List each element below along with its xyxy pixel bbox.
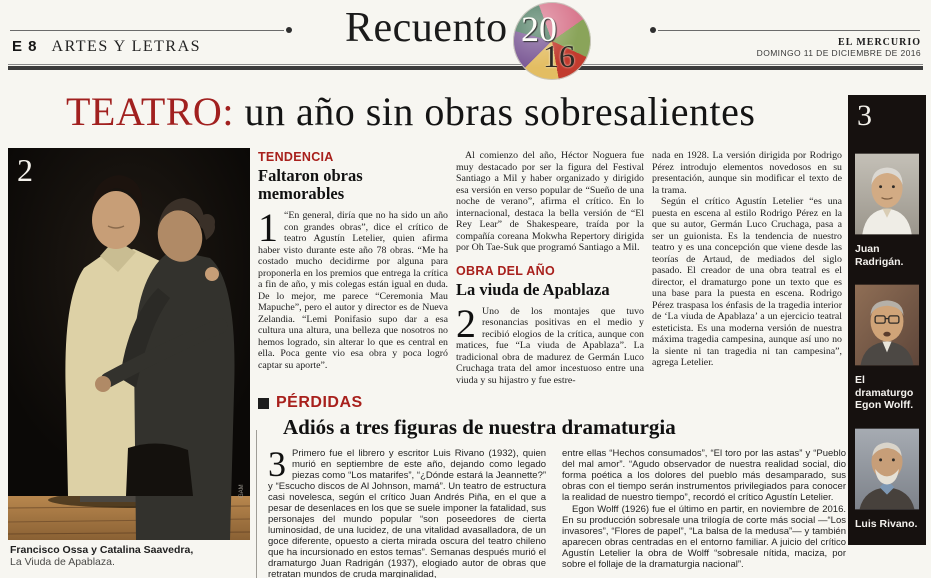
sidebar-obituaries: [848, 95, 926, 545]
year-2016-badge: [513, 2, 591, 80]
perdidas-label: PÉRDIDAS: [276, 394, 363, 411]
masthead-thick-rule: [8, 64, 923, 70]
page-number-label: E 8: [12, 38, 38, 55]
dropcap-2: 2: [456, 300, 476, 346]
egon-wolff-photo: [855, 280, 919, 370]
masthead-right: [757, 37, 921, 58]
perdidas-col2: [562, 448, 846, 578]
juan-radrigan-photo: [855, 149, 919, 239]
year-badge-bottom-digits: 16: [543, 38, 575, 74]
masthead-dot-right: [650, 27, 656, 33]
tendencia-paragraph: [258, 205, 448, 371]
caption-names: Francisco Ossa y Catalina Saavedra,: [10, 544, 194, 556]
photo-number-label: 2: [17, 152, 33, 188]
luis-rivano-photo: [855, 424, 919, 514]
tendencia-title: Faltaron obras memorables: [258, 166, 363, 203]
newspaper-name: EL MERCURIO: [838, 37, 921, 48]
perdidas-col1-text: Primero fue el librero y escritor Luis Rivano (1932), quien murió en septiembre de este año, dejando como legado piezas como “Los matarifes”, “¿Dónde estará la Jeannette?” y “Escucho discos de Al Johnson, mamá”. Un teatro de estructura casi novelesca, según el crítico Juan Andrés Piña, en el que a pesar de desenlaces en los que se suele imponer la fatalidad, sus personajes del mundo popular “son poseedores de cierta luminosidad, de una lucidez, de una vitalidad avasalladora, de un goce diferente, opuesto a cierta mirada oscura del teatro chileno que ha incursionado en estos temas”. Semanas después murió el dramaturgo Juan Radrigán (1937), elogiado autor de obras que retratan mundos de cruda marginalidad,: [268, 448, 547, 578]
column-tendencia: [258, 150, 448, 371]
perdidas-title: Adiós a tres figuras de nuestra dramaturgia: [283, 415, 676, 439]
year-badge-top-digits: 20: [521, 9, 557, 49]
sidebar-caption-rivano: Luis Rivano.: [855, 517, 918, 530]
obra-body-text: Uno de los montajes que tuvo resonancias positivas en el medio y recibió elogios de la crítica, aunque con matices, fue “La viuda de Apablaza”. La tradicional obra de madurez de Germán Luco Cruchaga trata del amor incestuoso entre una viuda y su hijastro y fue estre-: [456, 305, 644, 386]
column-three: [652, 150, 842, 369]
perdidas-header: [258, 394, 846, 412]
tendencia-body-text: “En general, diría que no ha sido un año con grandes obras”, dice el crítico de teatro Agustín Letelier, quien afirma haber visto durante este año 78 obras. “Me ha costado mucho decidirme por alguna para proponerla en los premios que entrega la crítica a fin de año, y mis colegas están igual en duda. De lo mejor, me parece “Ceremonia Mau Mapuche”, pero el autor y director es de Nueva Zelandia. “Lemi Ponifasio supo dar a esa cultura una altura, una belleza que nosotros no hemos logrado, sin alterar lo que es central en ella. Poca gente vio esa obra y poca logró captar su aporte”.: [258, 210, 448, 371]
dropcap-3: 3: [268, 444, 286, 484]
column-obra: [456, 150, 644, 386]
obra-label: OBRA DEL AÑO: [456, 263, 555, 278]
headline-kicker: TEATRO:: [66, 89, 234, 134]
section-perdidas: [258, 394, 846, 578]
main-headline: [66, 88, 755, 135]
section-name: ARTES Y LETRAS: [51, 38, 202, 55]
stage-scene-image: [8, 148, 250, 540]
perdidas-col1-paragraph: [268, 444, 547, 578]
perdidas-left-rule: [256, 430, 257, 578]
headline-text: un año sin obras sobresalientes: [233, 89, 756, 134]
masthead-dot-left: [286, 27, 292, 33]
masthead-rule-left: [10, 30, 284, 31]
perdidas-columns: [268, 444, 846, 578]
dropcap-1: 1: [258, 205, 278, 250]
section-square-icon: [258, 398, 269, 409]
obra-paragraph: [456, 300, 644, 387]
main-photo-caption: [10, 544, 245, 568]
photo-credit: GAM: [239, 484, 246, 498]
tendencia-label: TENDENCIA: [258, 150, 334, 164]
col3-paragraph-1: nada en 1928. La versión dirigida por Rodrigo Pérez introdujo elementos novedosos en su presentación, aunque sin modificar el texto de la trama.: [652, 150, 842, 196]
col3-paragraph-2: Según el crítico Agustín Letelier “es una puesta en escena al estilo Rodrigo Pérez en la que su autor, Germán Luco Cruchaga, pasa a ser un guionista. Es la tendencia de nuestro teatro y es una concepción que viene desde las teorías de Artaud, de mediados del siglo pasado. El creador de una obra teatral es el director, el dramaturgo pone un texto que es una base para la puesta en escena. Rodrigo Pérez traspasa los énfasis de la tragedia interior de ‘La viuda de Apablaza’ a un ejercicio teatral esteticista. Es una moderna versión de nuestra máxima tragedia campesina, aunque así uno no la siente ni tan tragedia ni tan campesina”, agrega Letelier.: [652, 196, 842, 368]
sidebar-caption-radrigan: Juan Radrigán.: [855, 243, 904, 268]
sidebar-caption-wolff: El dramaturgo Egon Wolff.: [855, 374, 914, 412]
obra-intro-paragraph: Al comienzo del año, Héctor Noguera fue muy destacado por ser la figura del Festival Santiago a Mil y haber organizado y dirigido esa versión en verso popular de “Sueño de una noche de verano”, afirma el crítico. En lo internacional, destaca la bella versión de “El Rey Lear” de Shakespeare, traída por la compañía coreana Mokwha Repertory dirigida por Oh Tae-Suk que programó Santiago a Mil.: [456, 150, 644, 253]
masthead-rule-right: [658, 30, 920, 31]
perdidas-col2-paragraph-1: entre ellas “Hechos consumados”, “El toro por las astas” y “Pueblo del mal amor”. “Agudo observador de nuestra realidad social, dio forma poética a los dolores del pueblo más desamparado, sus obras con el tiempo serán instrumentos privilegiados para conocer la realidad de nuestro tiempo”, recordó el crítico Agustín Letelier.: [562, 448, 846, 503]
masthead-title: Recuento: [345, 5, 508, 51]
main-photo-viuda-apablaza: [8, 148, 250, 540]
caption-work: La Viuda de Apablaza.: [10, 556, 115, 568]
edition-date: DOMINGO 11 DE DICIEMBRE DE 2016: [756, 48, 921, 58]
perdidas-col2-paragraph-2: Egon Wolff (1926) fue el último en partir, en noviembre de 2016. En su producción sobresale una trilogía de corte más social —“Los invasores”, “Flores de papel”, “La balsa de la medusa”— y también aparecen obras centradas en el entorno familiar. A juicio del crítico Agustín Letelier la obra de Wolff “sobresale nítida, maciza, por sobre el follaje de la dramaturgia nacional”.: [562, 504, 846, 570]
sidebar-number-label: 3: [857, 99, 872, 132]
obra-title: La viuda de Apablaza: [456, 279, 610, 299]
section-brand: [12, 38, 201, 56]
